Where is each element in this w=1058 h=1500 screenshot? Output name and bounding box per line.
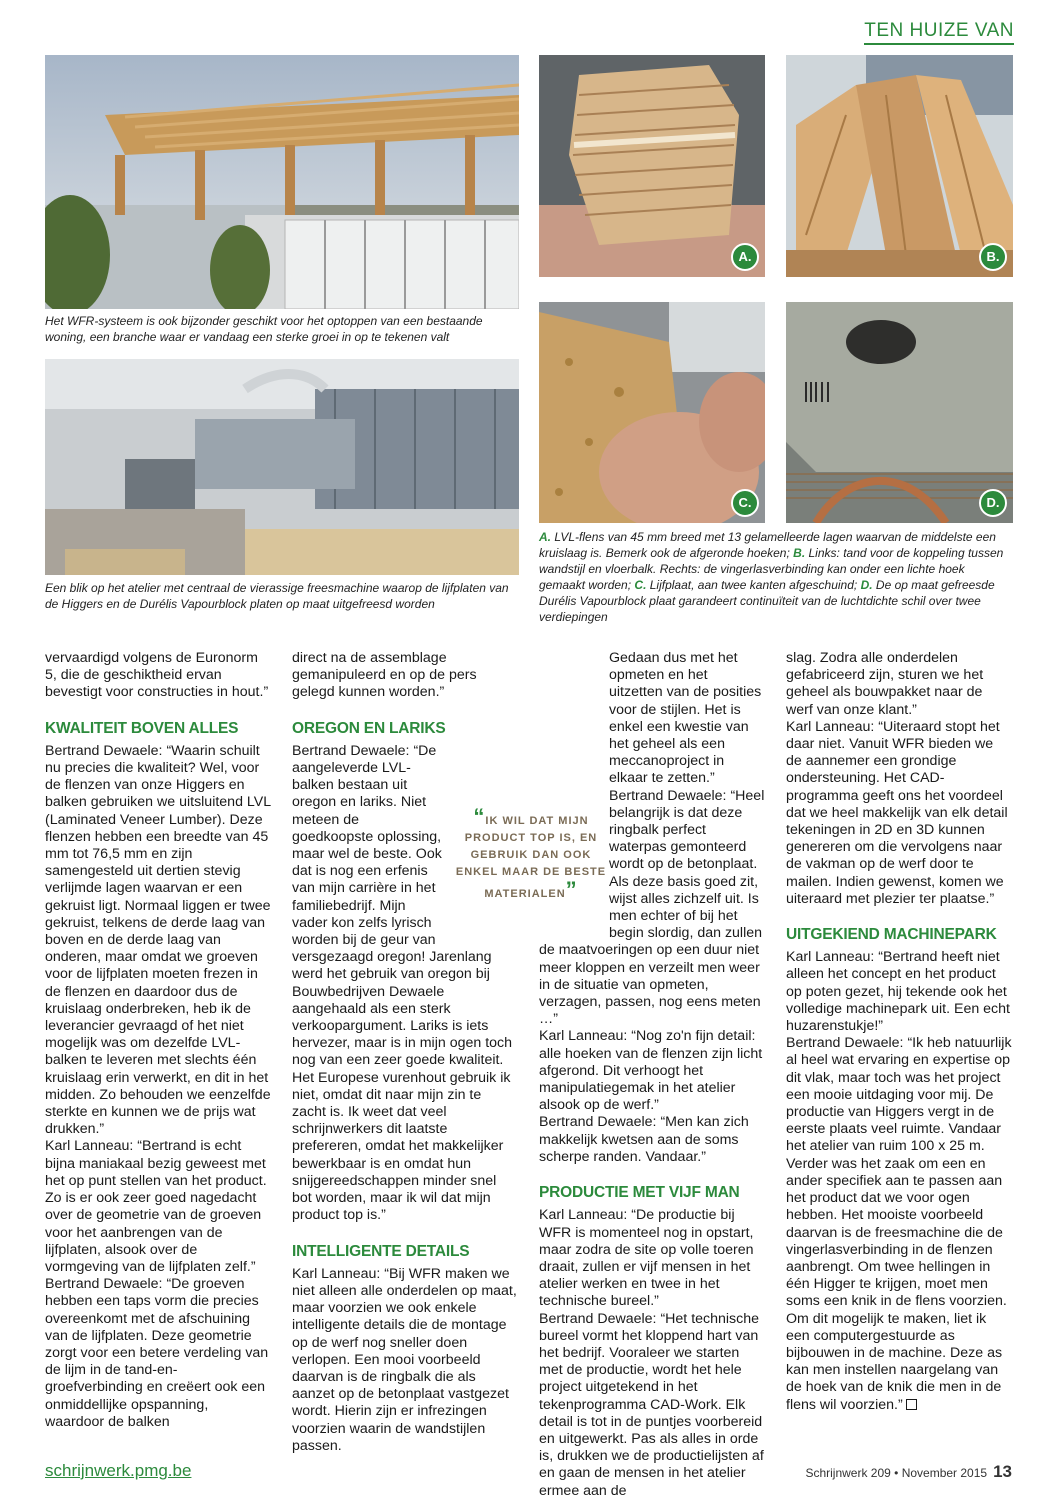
detail-photo-d	[786, 302, 1013, 523]
heading-productie: PRODUCTIE MET VIJF MAN	[539, 1184, 740, 1202]
caption-label-d: D.	[857, 578, 873, 592]
pull-quote-open-mark: “	[473, 804, 486, 829]
machinepark-paragraph-2-text: Bertrand Dewaele: “Ik heb natuurlijk al heel wat ervaring en expertise op dit vlak, maar toch was het project een mooie uitdaging voor mij. De productie van Higgers vergt in de eerste plaats veel ruimte. Vandaar het atelier van ruim 100 x 25 m. Verder was het zaak om een en ander specifiek aan te passen aan het product dat we voor ogen hebben. Het mooiste voorbeeld daarvan is de freesmachine die de vingerlasverbinding in de flenzen aanbrengt. Om twee hellingen in één Higger te krijgen, moet men soms een knik in de flens voorzien. Om dit mogelijk te maken, liet ik een computergestuurde as bijbouwen in de machine. Deze as kan men instellen naargelang van de hoek van de knik die men in de flens wil voorzien.”	[786, 1035, 1012, 1413]
heading-intelligente: INTELLIGENTE DETAILS	[292, 1242, 470, 1260]
heading-machinepark: UITGEKIEND MACHINEPARK	[786, 926, 997, 944]
detail-photo-b	[786, 55, 1013, 277]
productie-paragraph-1: Karl Lanneau: “De productie bij WFR is momenteel nog in opstart, maar zodra de site op volle toeren draait, zullen er vijf mensen in het atelier werken en twee in het technische bureel.”	[539, 1207, 754, 1310]
footer-issue: Schrijnwerk 209 • November 2015	[805, 1466, 988, 1480]
badge-d: D.	[979, 489, 1007, 517]
pull-quote	[455, 804, 607, 903]
intelligente-paragraph-1: Karl Lanneau: “Bij WFR maken we niet alleen alle onderdelen op maat, maar voorzien we ook enkele intelligente details die de montage op de werf nog sneller doen verlopen. Een mooi voorbeeld daarvan is de ringbalk die als aanzet op de betonplaat vastgezet wordt. Hierin zijn er infrezingen voorzien waarin de wandstijlen passen.	[292, 1265, 517, 1454]
house-photo-caption: Het WFR-systeem is ook bijzonder geschikt voor het optoppen van een bestaande woning, een branche waar er vandaag een sterke groei in op te tekenen valt	[45, 314, 483, 344]
caption-text-d: De op maat gefreesde Durélis Vapourblock plaat garandeert continuïteit van de luchtdichte schil over twee verdiepingen	[539, 578, 995, 624]
atelier-photo	[45, 359, 519, 575]
badge-b: B.	[979, 243, 1007, 271]
footer-issue-info	[805, 1462, 1012, 1482]
detail-photo-c	[539, 302, 765, 523]
kwaliteit-paragraph-3: Bertrand Dewaele: “De groeven hebben een taps vorm die precies overeenkomt met de afschuining van de lijfplaten. Deze geometrie zorgt voor een betere verdeling van de lijm in de tand-en-groefverbinding en creëert ook een onmiddellijke opspanning, waardoor de balken	[45, 1276, 269, 1430]
col3-paragraph-1: Gedaan dus met het opmeten en het uitzetten van de posities voor de stijlen. Het is enkel een kwestie van het geheel als een meccanoproject in elkaar te zetten.”	[609, 650, 762, 787]
house-extension-photo	[45, 55, 519, 309]
end-of-article-icon	[906, 1399, 917, 1410]
kwaliteit-paragraph-1: Bertrand Dewaele: “Waarin schuilt nu precies die kwaliteit? Wel, voor de flenzen van onze Higgers en balken gebruiken we uitsluitend LVL (Laminated Veneer Lumber). Deze flenzen hebben een breedte van 45 mm tot 76,5 mm en zijn samengesteld uit dertien stevig verlijmde lagen waarvan er een gekruist ligt. Normaal liggen er twee gekruist, telkens de derde laag van boven en de derde laag van onderen, maar omdat we groeven voor de lijfplaten moeten frezen in de flenzen en daardoor dus de kruislaag onderbreken, heb ik de leverancier gevraagd of het niet mogelijk was om dezelfde LVL-balken te leveren met slechts één kruislaag erin verwerkt, en dit in het midden. Zo behouden we eenzelfde sterkte en kunnen we de prijs wat drukken.”	[45, 742, 271, 1138]
article-column-3	[539, 650, 765, 1500]
badge-a: A.	[731, 243, 759, 271]
machinepark-paragraph-1: Karl Lanneau: “Bertrand heeft niet alleen het concept en het product op poten gezet, hij tekende ook het volledige machinepark uit. Een echt huzarenstukje!”	[786, 949, 1010, 1035]
pull-quote-close-mark: ”	[565, 877, 578, 902]
col4-paragraph-1: slag. Zodra alle onderdelen gefabriceerd zijn, sturen we het geheel als bouwpakket naar de werf van onze klant.”	[786, 650, 984, 718]
caption-text-c: Lijfplaat, aan twee kanten afgeschuind;	[646, 578, 858, 592]
caption-text-a: LVL-flens van 45 mm breed met 13 gelamelleerde lagen waarvan de middelste een kruislaag is. Bemerk ook de afgeronde hoeken;	[539, 530, 996, 560]
col3-paragraph-4: Bertrand Dewaele: “Men kan zich makkelijk kwetsen aan de soms scherpe randen. Vandaar.”	[539, 1114, 749, 1165]
machinepark-paragraph-2	[786, 1035, 1012, 1413]
page-number: 13	[993, 1462, 1012, 1481]
col3-paragraph-3: Karl Lanneau: “Nog zo'n fijn detail: alle hoeken van de flenzen zijn licht afgerond. Dit verhoogt het manipulatiegemak in het atelier alsook op de werf.”	[539, 1028, 763, 1114]
caption-label-c: C.	[631, 578, 647, 592]
heading-kwaliteit: KWALITEIT BOVEN ALLES	[45, 719, 239, 737]
section-label: TEN HUIZE VAN	[864, 20, 1014, 45]
article-column-1	[45, 650, 271, 1431]
article-column-2	[292, 650, 518, 1455]
article-column-4	[786, 650, 1012, 1414]
heading-oregon: OREGON EN LARIKS	[292, 719, 446, 737]
atelier-photo-caption: Een blik op het atelier met centraal de vierassige freesmachine waarop de lijfplaten van de Higgers en de Durélis Vapourblock platen op maat uitgefreesd worden	[45, 581, 509, 611]
detail-photo-a	[539, 55, 765, 277]
footer-website-link[interactable]: schrijnwerk.pmg.be	[45, 1461, 192, 1480]
col3-paragraph-2: Bertrand Dewaele: “Heel belangrijk is dat deze ringbalk perfect waterpas gemonteerd wordt op de betonplaat. Als deze basis goed zit, wijst alles zichzelf uit. Is men echter of bij het begin slordig, dan zullen de maatvoeringen op een duur niet meer kloppen en verzeilt men weer in de situatie van opmeten, verzagen, passen, nog eens meten …”	[539, 787, 765, 1028]
badge-c: C.	[731, 489, 759, 517]
pull-quote-text: IK WIL DAT MIJN PRODUCT TOP IS, EN GEBRUIK DAN OOK ENKEL MAAR DE BESTE MATERIALEN	[455, 815, 607, 900]
kwaliteit-paragraph-2: Karl Lanneau: “Bertrand is echt bijna maniakaal bezig geweest met het op punt stellen van het product. Zo is er ook zeer goed nagedacht over de geometrie van de groeven voor het aanbrengen van de lijfplaten, alsook over de vormgeving van de lijfplaten zelf.”	[45, 1138, 267, 1275]
productie-paragraph-2: Bertrand Dewaele: “Het technische bureel vormt het kloppend hart van het bedrijf. Vooraleer we starten met de productie, wordt het hele project uitgetekend in het tekenprogramma CAD-Work. Elk detail is tot in de puntjes voorbereid en uitgewerkt. Pas als alles in orde is, drukken we de productielijsten af en gaan de mensen in het atelier ermee aan de	[539, 1310, 764, 1499]
detail-photos-caption	[539, 529, 1013, 625]
oregon-paragraph-1: Bertrand Dewaele: “De aangeleverde LVL-balken bestaan uit oregon en lariks. Niet meteen de goedkoopste oplossing, maar wel de beste. Ook dat is nog een erfenis van mijn carrière in het familiebedrijf. Mijn vader kon zelfs lyrisch worden bij de geur van versgezaagd oregon! Jarenlang werd het gebruik van oregon bij Bouwbedrijven Dewaele aangehaald als een sterk verkoopargument. Lariks is iets hervezer, maar is in mijn ogen toch nog van een zeer goede kwaliteit. Het Europese vurenhout gebruik ik niet, omdat dit naar mijn zin te zacht is. Ik weet dat veel schrijnwerkers dit laatste prefereren, omdat het makkelijker bewerkbaar is en omdat hun snijgereedschappen minder snel bot worden, maar ik wil dat mijn product top is.”	[292, 742, 513, 1224]
col1-intro: vervaardigd volgens de Euronorm 5, die de geschiktheid ervan bevestigt voor constructies in hout.”	[45, 650, 269, 701]
col4-paragraph-2: Karl Lanneau: “Uiteraard stopt het daar niet. Vanuit WFR bieden we de aannemer een grondige ondersteuning. Het CAD-programma geeft ons het voordeel dat we heel makkelijk van elk detail tekeningen in 2D en 3D kunnen genereren om die vervolgens naar de vakman op de werf door te mailen. Indien gewenst, komen we uiteraard met plezier ter plaatse.”	[786, 718, 1008, 907]
caption-label-b: B.	[789, 546, 806, 560]
caption-text-b: Links: tand voor de koppeling tussen wandstijl en vloerbalk. Rechts: de vingerlasverbinding kan onder een lichte hoek gemaakt worden;	[539, 546, 1004, 592]
col2-intro: direct na de assemblage gemanipuleerd en op de pers gelegd kunnen worden.”	[292, 650, 477, 701]
caption-label-a: A.	[539, 530, 551, 544]
